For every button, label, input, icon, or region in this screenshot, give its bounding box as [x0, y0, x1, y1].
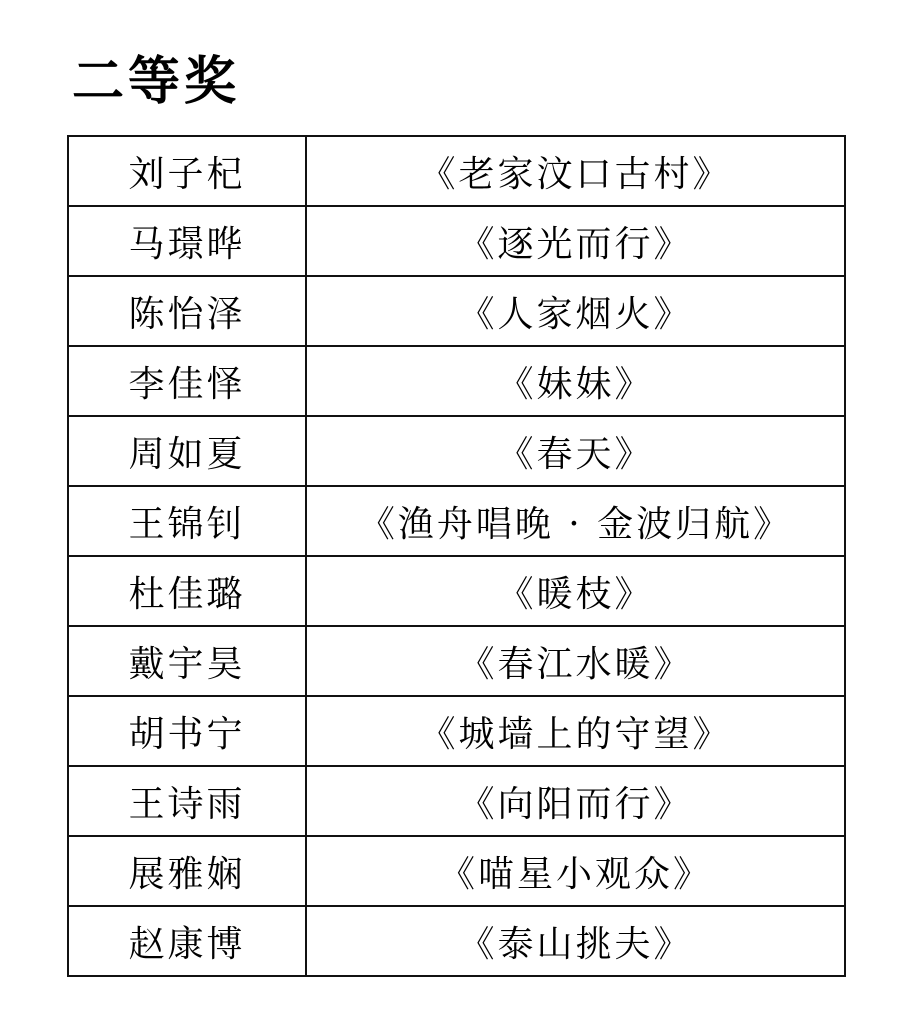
table-row: [68, 836, 845, 906]
work-title-cell: 《春天》: [306, 416, 845, 486]
winner-name-cell: 王锦钊: [68, 486, 306, 556]
winner-name-cell: 陈怡泽: [68, 276, 306, 346]
work-title-cell: 《妹妹》: [306, 346, 845, 416]
table-row: [68, 486, 845, 556]
table-row: [68, 416, 845, 486]
work-title-cell: 《暖枝》: [306, 556, 845, 626]
winner-name-cell: 胡书宁: [68, 696, 306, 766]
work-title-cell: 《逐光而行》: [306, 206, 845, 276]
table-row: [68, 696, 845, 766]
winner-name-cell: 戴宇昊: [68, 626, 306, 696]
winner-name-cell: 展雅娴: [68, 836, 306, 906]
winner-name-cell: 刘子杞: [68, 136, 306, 206]
work-title-cell: 《春江水暖》: [306, 626, 845, 696]
winner-name-cell: 杜佳璐: [68, 556, 306, 626]
winner-name-cell: 马璟晔: [68, 206, 306, 276]
table-row: [68, 136, 845, 206]
page-title: 二等奖: [72, 52, 241, 112]
table-row: [68, 906, 845, 976]
winner-name-cell: 李佳怿: [68, 346, 306, 416]
award-table: [67, 135, 846, 977]
work-title-cell: 《泰山挑夫》: [306, 906, 845, 976]
work-title-cell: 《向阳而行》: [306, 766, 845, 836]
table-row: [68, 206, 845, 276]
table-row: [68, 556, 845, 626]
work-title-cell: 《人家烟火》: [306, 276, 845, 346]
award-table-body: [68, 136, 845, 976]
winner-name-cell: 赵康博: [68, 906, 306, 976]
work-title-cell: 《老家汶口古村》: [306, 136, 845, 206]
work-title-cell: 《喵星小观众》: [306, 836, 845, 906]
winner-name-cell: 周如夏: [68, 416, 306, 486]
table-row: [68, 276, 845, 346]
table-row: [68, 766, 845, 836]
work-title-cell: 《城墙上的守望》: [306, 696, 845, 766]
table-row: [68, 626, 845, 696]
work-title-cell: 《渔舟唱晚 · 金波归航》: [306, 486, 845, 556]
table-row: [68, 346, 845, 416]
winner-name-cell: 王诗雨: [68, 766, 306, 836]
